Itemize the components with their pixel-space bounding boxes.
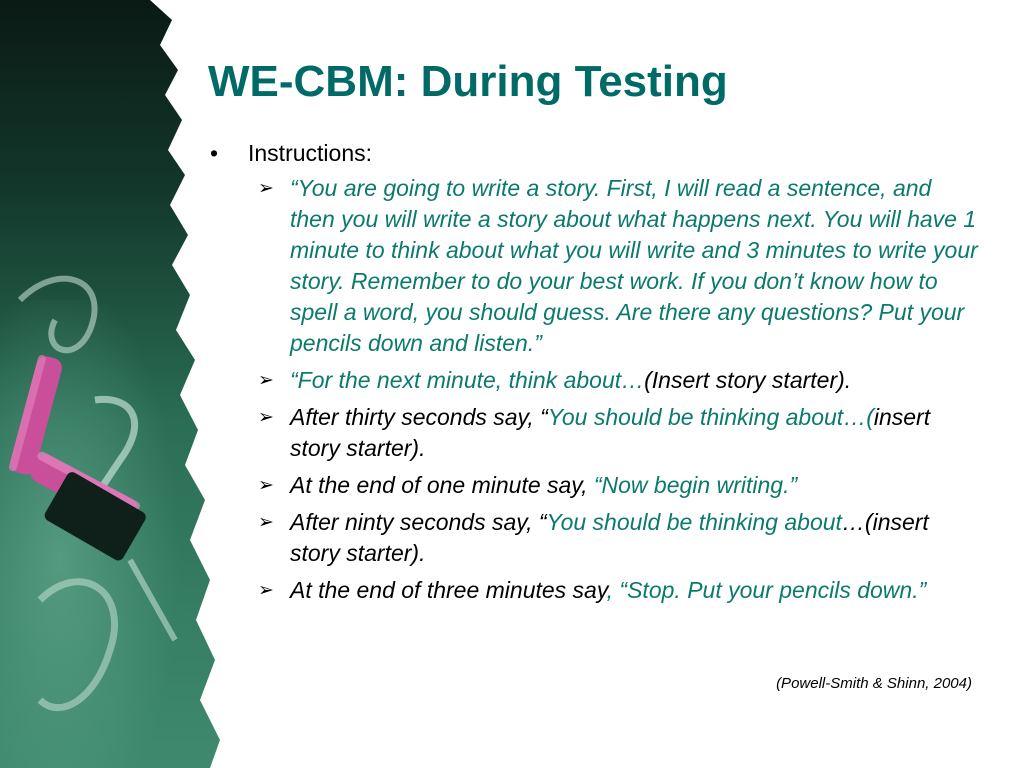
- arrow-bullet-icon: ➢: [258, 512, 274, 533]
- slide-body: [208, 138, 988, 612]
- instruction-item: [258, 575, 988, 606]
- instruction-text-part: insert story starter).: [290, 404, 931, 461]
- instruction-text: [290, 402, 980, 464]
- instruction-list: [208, 173, 988, 606]
- instruction-text-part: At the end of one minute say,: [290, 472, 594, 498]
- instruction-text-part: , “Stop. Put your pencils down.”: [606, 577, 927, 603]
- arrow-bullet-icon: ➢: [258, 370, 274, 391]
- citation: (Powell-Smith & Shinn, 2004): [776, 675, 972, 692]
- instruction-item: [258, 470, 988, 501]
- instruction-text-part: You should be thinking about: [546, 509, 842, 535]
- instruction-item: [258, 507, 988, 569]
- instruction-text-part: At the end of three minutes say: [290, 577, 607, 603]
- instruction-text-part: “You are going to write a story. First, I will read a sentence, and then you will write a story about what happens next. You will have 1 minute to think about what you will write and 3 minutes to write your story. Remember to do your best work. If you don’t know how to spell a word, you should guess. Are there any questions? Put your pencils down and listen.”: [290, 175, 978, 356]
- instruction-text: [290, 470, 980, 501]
- instruction-item: [258, 365, 988, 396]
- arrow-bullet-icon: ➢: [258, 407, 274, 428]
- arrow-bullet-icon: ➢: [258, 580, 274, 601]
- instruction-text-part: “For the next minute, think about…: [290, 367, 645, 393]
- instruction-text: [290, 365, 980, 396]
- instruction-text: [290, 507, 980, 569]
- instruction-text: [290, 575, 980, 606]
- bullet-icon: •: [210, 140, 219, 166]
- instruction-text-part: (Insert story starter).: [644, 367, 852, 393]
- slide-title: WE-CBM: During Testing: [208, 57, 728, 106]
- instruction-text-part: …(insert story starter).: [290, 509, 929, 566]
- instruction-text-part: After thirty seconds say, “: [290, 404, 548, 430]
- instruction-text-part: “Now begin writing.”: [593, 472, 798, 498]
- arrow-bullet-icon: ➢: [258, 178, 274, 199]
- instructions-bullet: [208, 138, 988, 169]
- instruction-text: [290, 173, 980, 359]
- instructions-label: Instructions:: [248, 140, 372, 166]
- instruction-text-part: After ninty seconds say, “: [290, 509, 547, 535]
- arrow-bullet-icon: ➢: [258, 475, 274, 496]
- instruction-text-part: You should be thinking about…(: [547, 404, 874, 430]
- instruction-item: [258, 402, 988, 464]
- instruction-item: [258, 173, 988, 359]
